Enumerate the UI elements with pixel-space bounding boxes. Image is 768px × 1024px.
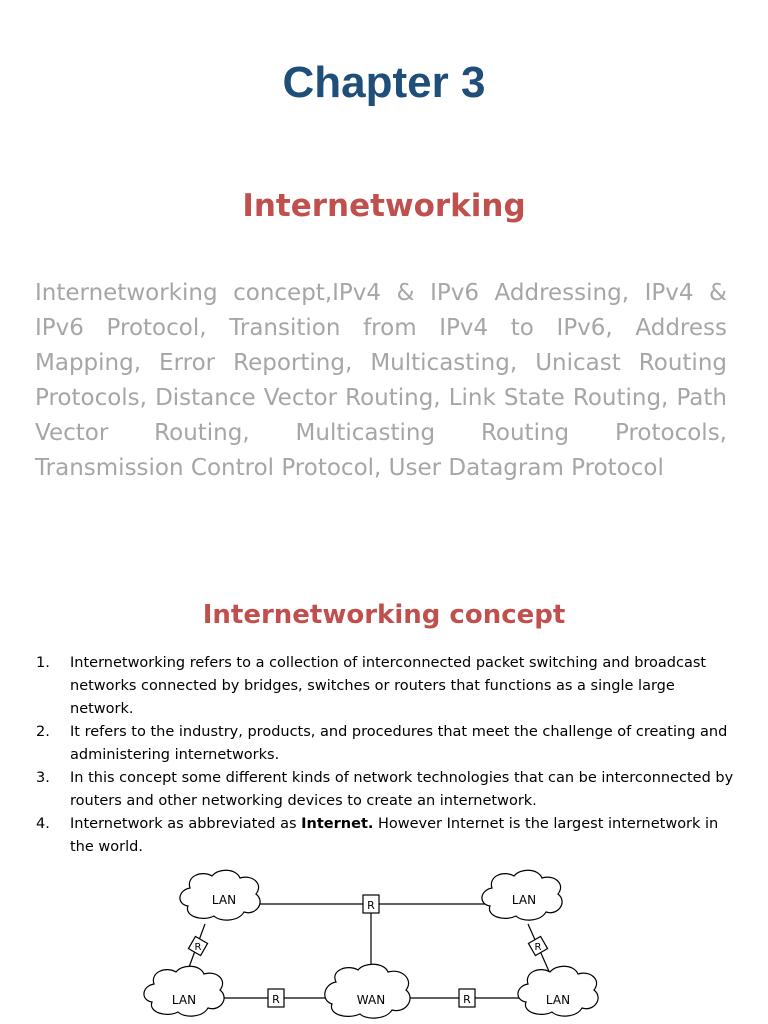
router-bottom-right <box>459 989 475 1007</box>
list-item-number: 4. <box>36 816 50 832</box>
router-label: R <box>272 993 280 1006</box>
list-item-text-part: Internetwork as abbreviated as <box>70 816 302 832</box>
chapter-summary: Internetworking concept,IPv4 & IPv6 Addressing, IPv4 & IPv6 Protocol, Transition from IPv4 to IPv6, Address Mapping, Error Reporting, Multicasting, Unicast Routing Protocols, Distance Vector Routing, Link State Routing, Path Vector Routing, Multicasting Routing Protocols, Transmission Control Protocol, User Datagram Protocol <box>35 280 727 481</box>
list-item-text <box>70 813 742 859</box>
lan-cloud-top-left <box>180 870 260 920</box>
lan-label: LAN <box>171 993 197 1007</box>
wan-cloud <box>325 964 410 1018</box>
list-item <box>36 767 742 813</box>
internet-bold-term: Internet. <box>301 816 374 832</box>
router-bottom-left <box>268 989 284 1007</box>
lan-label: LAN <box>211 893 237 907</box>
lan-cloud-bottom-left <box>144 966 224 1016</box>
list-item-number: 3. <box>36 770 50 786</box>
list-item <box>36 721 742 767</box>
internetwork-diagram <box>140 866 610 1024</box>
lan-cloud-bottom-right <box>518 966 598 1016</box>
chapter-title: Chapter 3 <box>282 58 486 107</box>
concept-title: Internetworking concept <box>202 600 566 630</box>
wan-label: WAN <box>356 993 386 1007</box>
list-item-text: Internetworking refers to a collection of interconnected packet switching and broadcast networks connected by bridges, switches or routers that functions as a single large network. <box>70 655 707 717</box>
router-label: R <box>463 993 471 1006</box>
lan-label: LAN <box>511 893 537 907</box>
lan-cloud-top-right <box>482 870 562 920</box>
section-title: Internetworking <box>242 188 526 224</box>
router-label: R <box>367 899 375 912</box>
list-item-text: It refers to the industry, products, and procedures that meet the challenge of creating and administering internetworks. <box>70 724 728 763</box>
list-item-text: In this concept some different kinds of network technologies that can be interconnected by routers and other networking devices to create an internetwork. <box>70 770 734 809</box>
router-diagonal-right <box>528 936 547 955</box>
router-label: R <box>194 942 202 953</box>
lan-label: LAN <box>545 993 571 1007</box>
list-item-number: 2. <box>36 724 50 740</box>
list-item <box>36 813 742 859</box>
router-top <box>363 895 379 913</box>
concept-points-list <box>36 652 742 859</box>
list-item-number: 1. <box>36 655 50 671</box>
list-item-text-part: However Internet is the largest internetwork in the world. <box>70 816 719 855</box>
list-item <box>36 652 742 721</box>
router-label: R <box>534 942 542 953</box>
router-diagonal-left <box>188 936 207 955</box>
